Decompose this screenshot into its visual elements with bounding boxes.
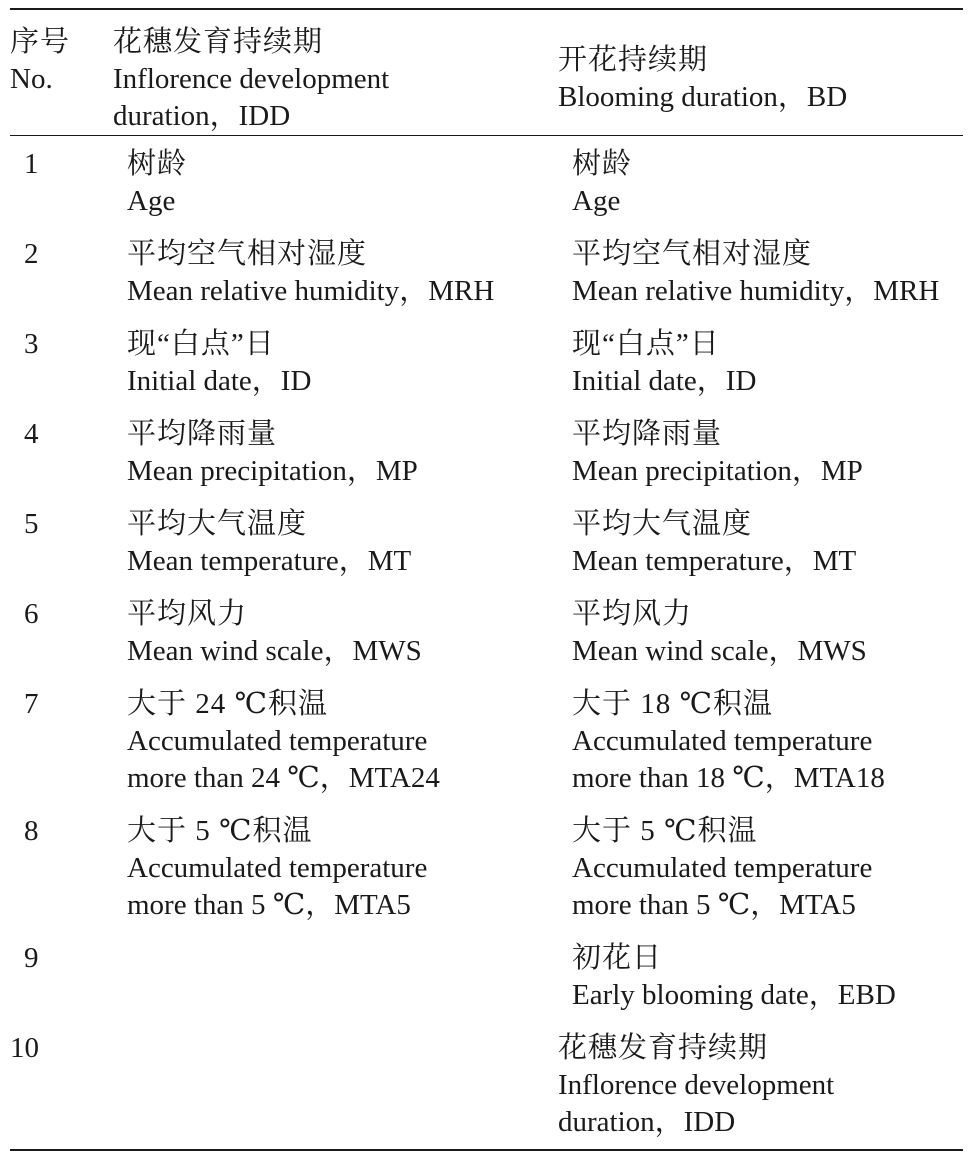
table-row [10,146,963,236]
bd-factor-en: Accumulated temperature [572,852,873,884]
row-bd-cell [572,506,963,580]
header-bd-cell [558,24,963,116]
row-number: 5 [24,508,39,540]
bd-factor-en: Accumulated temperature [572,725,873,757]
idd-factor-en: Age [127,185,176,217]
idd-factor-zh: 平均风力 [127,598,248,630]
header-bd-zh: 开花持续期 [558,44,709,76]
header-idd-en-line2: duration，IDD [113,100,291,132]
table-row [10,506,963,596]
row-number: 9 [24,942,39,974]
row-number: 2 [24,238,39,270]
bd-factor-zh: 平均风力 [572,598,693,630]
idd-factor-zh: 大于 24 ℃积温 [127,688,328,720]
row-idd-cell [127,416,572,490]
row-idd-cell [127,596,572,670]
table-body [10,136,963,1149]
bd-factor-zh: 树龄 [572,148,633,180]
table-row [10,416,963,506]
factor-table [10,8,963,1151]
row-idd-cell [127,146,572,220]
idd-factor-zh: 平均大气温度 [127,508,308,540]
table-row [10,813,963,940]
idd-factor-en: Mean temperature，MT [127,545,412,577]
idd-factor-en: Initial date，ID [127,365,312,397]
row-bd-cell [558,1030,963,1141]
row-idd-cell [127,506,572,580]
row-bd-cell [572,940,963,1014]
row-idd-cell [127,236,572,310]
bd-factor-en-cont: duration，IDD [558,1106,736,1138]
bd-factor-en: Initial date，ID [572,365,757,397]
idd-factor-en: Mean relative humidity，MRH [127,275,495,307]
header-idd-zh: 花穗发育持续期 [113,26,324,58]
bd-factor-zh: 平均空气相对湿度 [572,238,813,270]
idd-factor-en-cont: more than 5 ℃，MTA5 [127,889,411,921]
bd-factor-zh: 平均大气温度 [572,508,753,540]
bd-factor-en-cont: more than 5 ℃，MTA5 [572,889,856,921]
table-row [10,596,963,686]
row-idd-cell [127,686,572,797]
idd-factor-en: Accumulated temperature [127,725,428,757]
table-row [10,940,963,1030]
header-no-zh: 序号 [10,26,71,58]
row-bd-cell [572,326,963,400]
header-no-cell [10,24,113,98]
table-row [10,1030,963,1141]
idd-factor-en-cont: more than 24 ℃，MTA24 [127,762,440,794]
row-bd-cell [572,416,963,490]
idd-factor-zh: 树龄 [127,148,188,180]
row-idd-cell [127,326,572,400]
idd-factor-zh: 平均空气相对湿度 [127,238,368,270]
row-idd-cell [127,813,572,924]
table-row [10,686,963,813]
bd-factor-en: Age [572,185,621,217]
table-header-row [10,10,963,135]
idd-factor-zh: 平均降雨量 [127,418,278,450]
idd-factor-en: Mean wind scale，MWS [127,635,422,667]
table-row [10,236,963,326]
bd-factor-en-cont: more than 18 ℃，MTA18 [572,762,885,794]
bd-factor-zh: 现“白点”日 [572,328,720,360]
row-bd-cell [572,236,963,310]
bd-factor-zh: 平均降雨量 [572,418,723,450]
row-number: 1 [24,148,39,180]
row-number: 4 [24,418,39,450]
bd-factor-zh: 花穗发育持续期 [558,1032,769,1064]
bd-factor-zh: 初花日 [572,942,663,974]
bd-factor-en: Mean precipitation，MP [572,455,863,487]
row-bd-cell [572,146,963,220]
bd-factor-en: Mean wind scale，MWS [572,635,867,667]
idd-factor-en: Accumulated temperature [127,852,428,884]
bd-factor-en: Early blooming date，EBD [572,979,896,1011]
bd-factor-en: Mean temperature，MT [572,545,857,577]
row-number: 3 [24,328,39,360]
idd-factor-zh: 大于 5 ℃积温 [127,815,313,847]
idd-factor-zh: 现“白点”日 [127,328,275,360]
row-number: 6 [24,598,39,630]
bd-factor-zh: 大于 18 ℃积温 [572,688,773,720]
row-number: 7 [24,688,39,720]
bd-factor-zh: 大于 5 ℃积温 [572,815,758,847]
idd-factor-en: Mean precipitation，MP [127,455,418,487]
header-no-en: No. [10,63,53,95]
header-idd-cell [113,24,558,135]
table-row [10,326,963,416]
row-bd-cell [572,813,963,924]
table-bottom-rule [10,1149,963,1151]
row-number: 10 [10,1032,39,1064]
bd-factor-en: Inflorence development [558,1069,835,1101]
row-bd-cell [572,596,963,670]
header-idd-en-line1: Inflorence development [113,63,390,95]
row-number: 8 [24,815,39,847]
header-bd-en: Blooming duration，BD [558,81,848,113]
bd-factor-en: Mean relative humidity，MRH [572,275,940,307]
row-bd-cell [572,686,963,797]
